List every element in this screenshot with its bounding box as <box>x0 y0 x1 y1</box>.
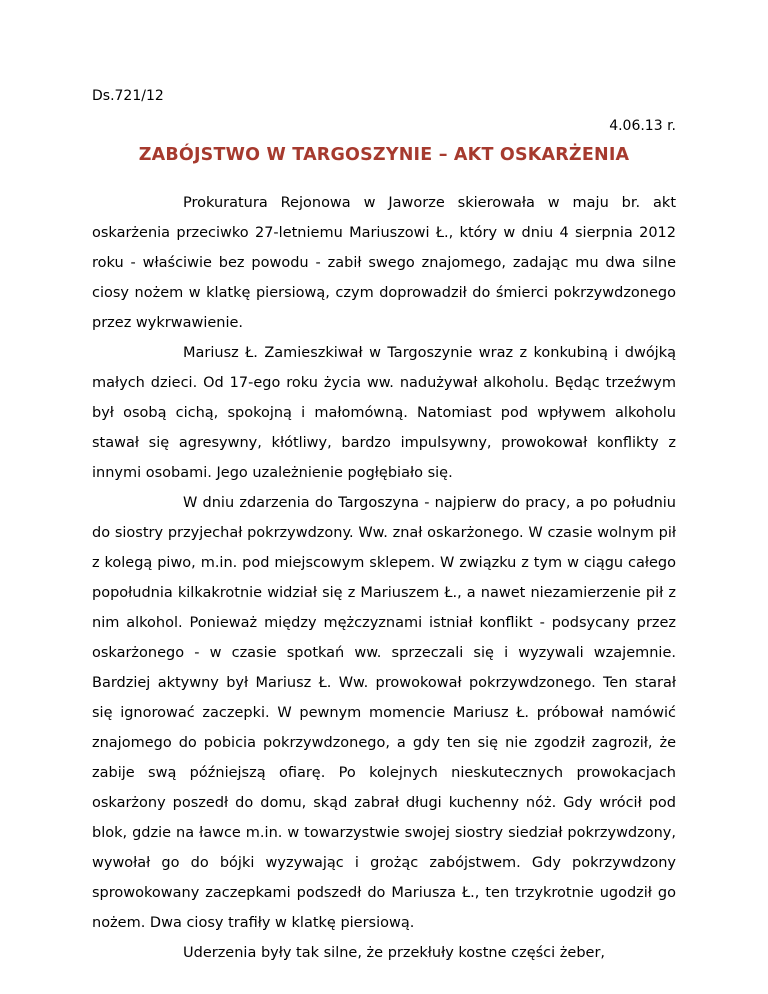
case-reference: Ds.721/12 <box>92 88 164 104</box>
document-date: 4.06.13 r. <box>609 118 676 134</box>
paragraph: Mariusz Ł. Zamieszkiwał w Targoszynie wraz z konkubiną i dwójką małych dzieci. Od 17-ego roku życia ww. nadużywał alkoholu. Będąc trzeźwym był osobą cichą, spokojną i małomówną. Natomiast pod wpływem alkoholu stawał się agresywny, kłótliwy, bardzo impulsywny, prowokował konflikty z innymi osobami. Jego uzależnienie pogłębiało się. <box>92 345 676 481</box>
paragraph: Uderzenia były tak silne, że przekłuły kostne części żeber, <box>183 945 606 961</box>
paragraph: W dniu zdarzenia do Targoszyna - najpierw do pracy, a po południu do siostry przyjechał pokrzywdzony. Ww. znał oskarżonego. W czasie wolnym pił z kolegą piwo, m.in. pod miejscowym sklepem. W związku z tym w ciągu całego popołudnia kilkakrotnie widział się z Mariuszem Ł., a nawet niezamierzenie pił z nim alkohol. Ponieważ między mężczyznami istniał konflikt - podsycany przez oskarżonego - w czasie spotkań ww. sprzeczali się i wyzywali wzajemnie. Bardziej aktywny był Mariusz Ł. Ww. prowokował pokrzywdzonego. Ten starał się ignorować zaczepki. W pewnym momencie Mariusz Ł. próbował namówić znajomego do pobicia pokrzywdzonego, a gdy ten się nie zgodził zagroził, że zabije swą późniejszą ofiarę. Po kolejnych nieskutecznych prowokacjach oskarżony poszedł do domu, skąd zabrał długi kuchenny nóż. Gdy wrócił pod blok, gdzie na ławce m.in. w towarzystwie swojej siostry siedział pokrzywdzony, wywołał go do bójki wyzywając i grożąc zabójstwem. Gdy pokrzywdzony sprowokowany zaczepkami podszedł do Mariusza Ł., ten trzykrotnie ugodził go nożem. Dwa ciosy trafiły w klatkę piersiową. <box>92 495 676 931</box>
document-title: ZABÓJSTWO W TARGOSZYNIE – AKT OSKARŻENIA <box>138 145 630 165</box>
paragraph: Prokuratura Rejonowa w Jaworze skierowała w maju br. akt oskarżenia przeciwko 27-letniemu Mariuszowi Ł., który w dniu 4 sierpnia 2012 roku - właściwie bez powodu - zabił swego znajomego, zadając mu dwa silne ciosy nożem w klatkę piersiową, czym doprowadził do śmierci pokrzywdzonego przez wykrwawienie. <box>92 195 676 331</box>
document-body <box>92 188 676 968</box>
